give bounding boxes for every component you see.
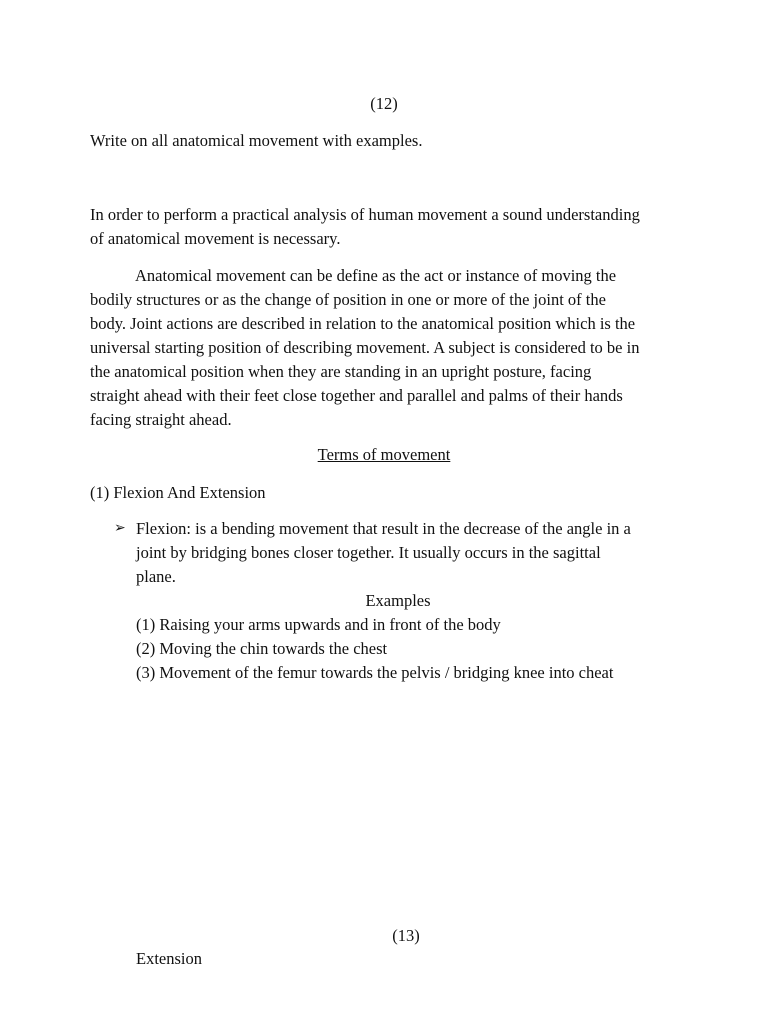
subsection-heading: (1) Flexion And Extension — [90, 483, 266, 502]
page-number-bottom: (13) — [392, 926, 420, 945]
example-item: (3) Movement of the femur towards the pelvis / bridging knee into cheat — [136, 663, 614, 682]
example-item: (1) Raising your arms upwards and in front of the body — [136, 615, 501, 634]
definition-line: Anatomical movement can be define as the act or instance of moving the — [135, 266, 617, 285]
examples-list — [136, 613, 613, 685]
bullet-line: plane. — [136, 567, 176, 586]
bullet-line: joint by bridging bones closer together. It usually occurs in the sagittal — [136, 543, 601, 562]
definition-paragraph — [90, 264, 639, 432]
intro-line: of anatomical movement is necessary. — [90, 229, 341, 248]
definition-line: the anatomical position when they are standing in an upright posture, facing — [90, 362, 592, 381]
intro-line: In order to perform a practical analysis of human movement a sound understanding — [90, 205, 640, 224]
definition-line: body. Joint actions are described in relation to the anatomical position which is the — [90, 314, 636, 333]
definition-line: bodily structures or as the change of position in one or more of the joint of the — [90, 290, 606, 309]
page-number-top: (12) — [370, 94, 398, 113]
section-heading: Terms of movement — [317, 445, 451, 464]
definition-line: universal starting position of describing movement. A subject is considered to be in — [90, 338, 640, 357]
intro-paragraph — [90, 203, 640, 251]
question-text: Write on all anatomical movement with examples. — [90, 131, 423, 150]
bullet-paragraph — [136, 517, 631, 589]
example-item: (2) Moving the chin towards the chest — [136, 639, 388, 658]
definition-line: straight ahead with their feet close together and parallel and palms of their hands — [90, 386, 623, 405]
examples-heading: Examples — [365, 591, 431, 610]
next-heading: Extension — [136, 949, 202, 968]
bullet-line: Flexion: is a bending movement that result in the decrease of the angle in a — [136, 519, 631, 538]
arrow-bullet-icon: ➢ — [114, 521, 126, 536]
definition-line: facing straight ahead. — [90, 410, 232, 429]
